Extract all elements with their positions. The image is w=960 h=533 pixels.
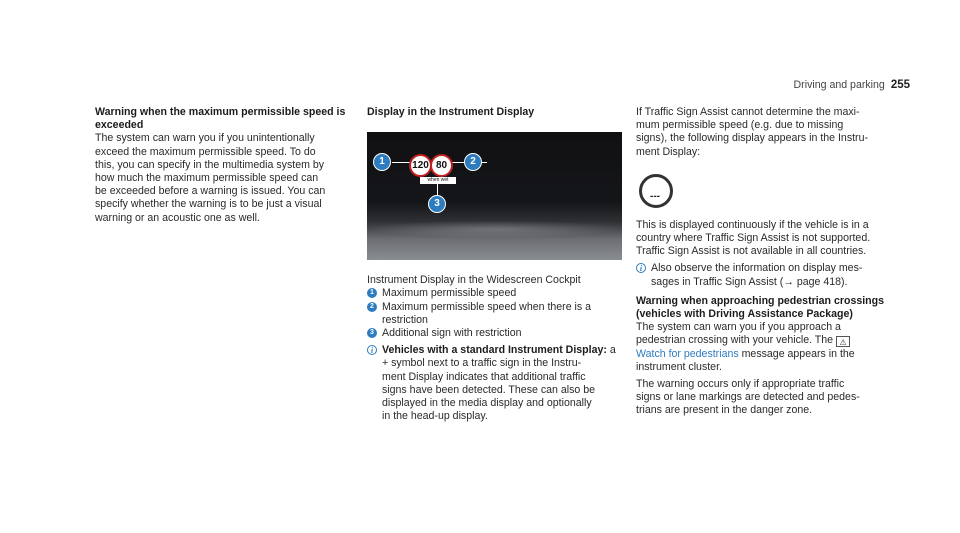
page-header [794, 79, 910, 92]
image-caption: Instrument Display in the Widescreen Cockpit [367, 274, 581, 287]
instrument-display-image [367, 132, 622, 260]
item-number-badge: 2 [367, 302, 377, 312]
additional-sign: when wet [420, 177, 456, 184]
heading-speed-warning: Warning when the maximum permissible speed is exceeded [95, 106, 346, 132]
pedestrian-conditions-text: The warning occurs only if appropriate traffic signs or lane markings are detected and pedes- trians are present in the danger zone. [636, 378, 860, 417]
warning-triangle-icon: ⚠ [836, 336, 850, 347]
heading-display: Display in the Instrument Display [367, 106, 535, 118]
page-number: 255 [890, 79, 910, 91]
info-icon: i [636, 263, 646, 273]
callout-1: 1 [373, 153, 391, 171]
continuous-display-text: This is displayed continuously if the vehicle is in a country where Traffic Sign Assist is not supported. Traffic Sign Assist is not available in all countries. [636, 218, 871, 258]
pedestrian-warning-body: The system can warn you if you approach a pedestrian crossing with your vehicle. The ⚠ Watch for pedestrians message appears in the instrument cluster. [636, 321, 855, 373]
info-icon: i [367, 345, 377, 355]
no-speed-limit-symbol-icon: --- [639, 174, 673, 208]
speed-warning-body: The system can warn you if you unintentionally exceed the maximum permissible speed. To do this, you can specify in the multimedia system by how much the maximum permissible speed can be exceeded before a warning is issued. You can specify whether the warning is to be just a visual warning or an acoustic one as well. [95, 132, 326, 224]
list-item: 1 Maximum permissible speed [367, 287, 622, 300]
speed-sign-80: 80 [430, 154, 453, 177]
heading-pedestrian-warning: Warning when approaching pedestrian crossings (vehicles with Driving Assistance Package) [636, 294, 885, 321]
speed-sign-120: 120 [409, 154, 432, 177]
callout-2: 2 [464, 153, 482, 171]
arrow-icon: → [783, 275, 794, 288]
column-speed-warning [95, 106, 353, 225]
column-traffic-sign [636, 106, 898, 418]
column-display [367, 106, 622, 423]
note-display-messages: i Also observe the information on display mes- sages in Traffic Sign Assist (→ page 418). [636, 262, 898, 288]
callout-3: 3 [428, 195, 446, 213]
message-watch-for-pedestrians: Watch for pedestrians [636, 347, 739, 360]
list-item: 3 Additional sign with restriction [367, 327, 622, 340]
note-standard-display: i Vehicles with a standard Instrument Display: a + symbol next to a traffic sign in the Instru- ment Display indicates that additional traffic signs have been detected. These can also be displayed in the media display and optionally in the head-up display. [367, 344, 622, 423]
section-title: Driving and parking [793, 79, 885, 91]
item-number-badge: 1 [367, 288, 377, 298]
list-item: 2 Maximum permissible speed when there is a restriction [367, 301, 622, 327]
intro-text: If Traffic Sign Assist cannot determine the maxi- mum permissible speed (e.g. due to missing signs), the following display appears in the Instru- ment Display: [636, 106, 869, 158]
item-number-badge: 3 [367, 328, 377, 338]
